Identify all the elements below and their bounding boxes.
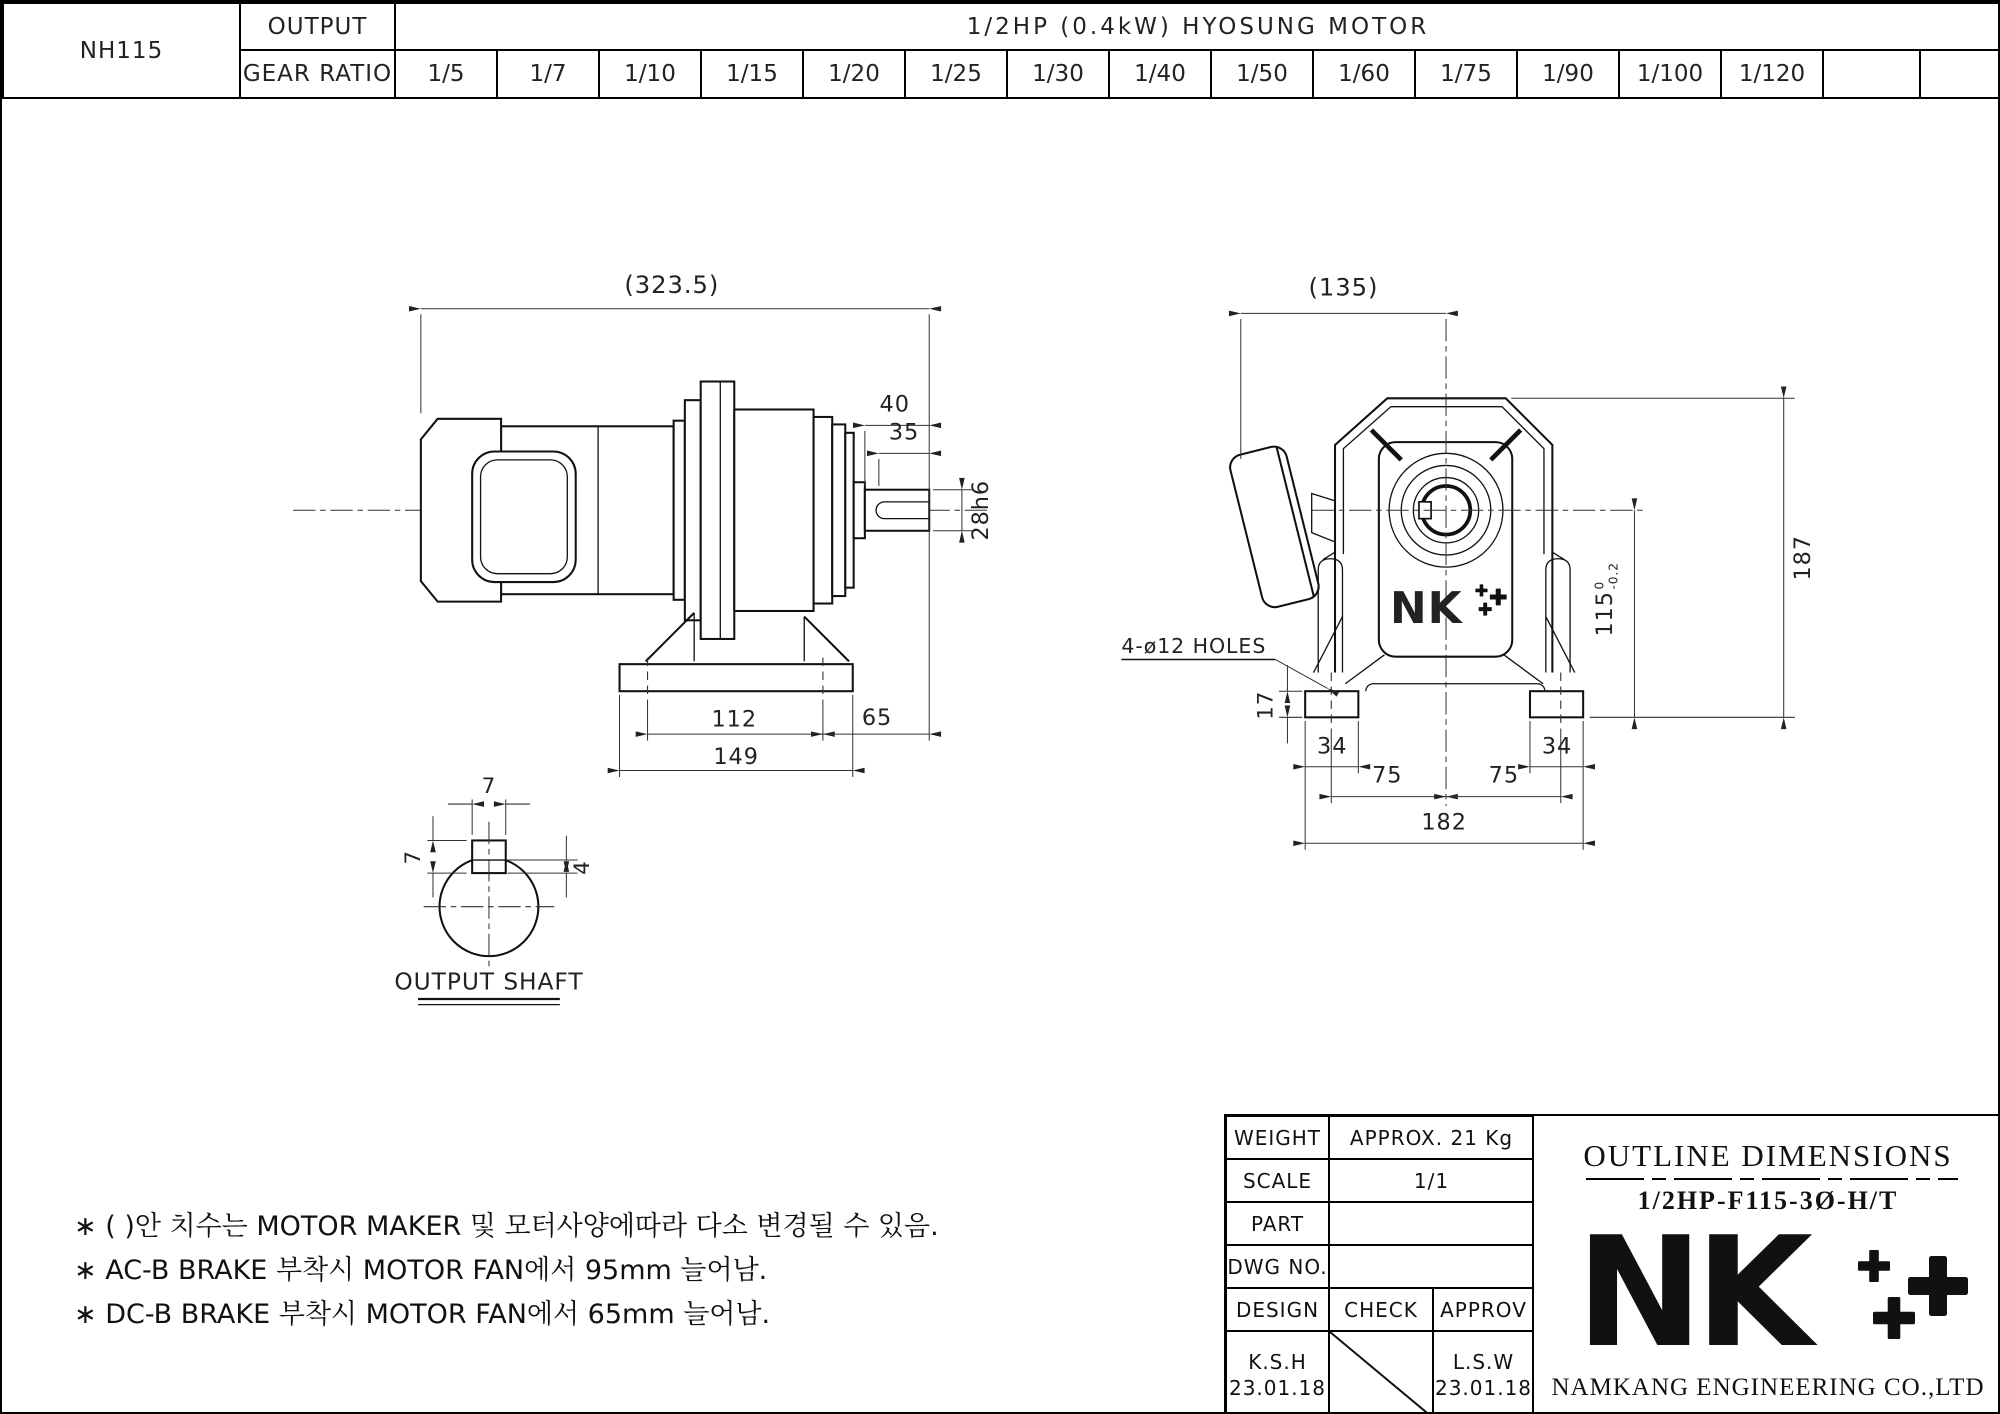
gear-ratio-cell: 1/7 bbox=[497, 50, 599, 98]
pedestal-gusset-right bbox=[804, 617, 849, 662]
gear-ratio-cell: 1/75 bbox=[1415, 50, 1517, 98]
title-rule bbox=[1586, 1178, 1958, 1180]
gear-ratio-cell: 1/15 bbox=[701, 50, 803, 98]
gear-flange bbox=[701, 382, 735, 639]
approv-label: APPROV bbox=[1433, 1288, 1534, 1331]
bell-housing bbox=[685, 400, 701, 620]
dim-key-depth: 4 bbox=[569, 860, 595, 875]
design-signature bbox=[1226, 1331, 1329, 1414]
output-shaft-detail bbox=[394, 774, 594, 1005]
gear-ratio-cell: 1/90 bbox=[1517, 50, 1619, 98]
part-label: PART bbox=[1226, 1202, 1329, 1245]
note-line: ∗ AC-B BRAKE 부착시 MOTOR FAN에서 95mm 늘어남. bbox=[74, 1255, 768, 1286]
dim-axis-height: 115 bbox=[1592, 591, 1619, 637]
gear-face-plate3 bbox=[845, 433, 853, 588]
front-view bbox=[1121, 273, 1815, 850]
dim-key-width: 7 bbox=[481, 773, 497, 799]
gear-face-plate1 bbox=[814, 417, 833, 604]
output-shaft-side bbox=[865, 490, 929, 531]
output-label: OUTPUT bbox=[240, 3, 395, 50]
gear-ratio-cell: 1/10 bbox=[599, 50, 701, 98]
terminal-box-side bbox=[472, 451, 576, 582]
dim-axis-height-group bbox=[1592, 562, 1621, 636]
dim-bolt-right: 75 bbox=[1488, 762, 1520, 789]
dwg-no-value bbox=[1329, 1245, 1534, 1288]
gear-ratio-cell: 1/30 bbox=[1007, 50, 1109, 98]
gear-ratio-label: GEAR RATIO bbox=[240, 50, 395, 98]
motor-title: 1/2HP (0.4kW) HYOSUNG MOTOR bbox=[395, 3, 2000, 50]
terminal-box-front bbox=[1227, 444, 1321, 610]
dim-foot-height: 17 bbox=[1253, 690, 1279, 720]
gear-face-plate2 bbox=[832, 424, 845, 596]
dim-base-overhang: 65 bbox=[861, 704, 893, 731]
gear-ratio-cell: 1/60 bbox=[1313, 50, 1415, 98]
side-view bbox=[293, 270, 994, 777]
weight-value: APPROX. 21 Kg bbox=[1329, 1116, 1534, 1159]
design-label: DESIGN bbox=[1226, 1288, 1329, 1331]
dim-shaft-diameter: 28h6 bbox=[968, 479, 995, 541]
terminal-box-front-body bbox=[1227, 444, 1321, 610]
nk-logo-text: NK bbox=[1576, 1204, 1805, 1381]
design-sign: K.S.H bbox=[1248, 1349, 1307, 1374]
holes-note: 4-ø12 HOLES bbox=[1121, 633, 1267, 658]
gear-ratio-cell: 1/120 bbox=[1721, 50, 1823, 98]
model-number: NH115 bbox=[3, 3, 240, 98]
dim-base-front: 112 bbox=[711, 706, 758, 733]
company-name: NAMKANG ENGINEERING CO.,LTD bbox=[1551, 1374, 1985, 1401]
dim-shaft-usable: 35 bbox=[888, 419, 920, 446]
dim-foot-left: 34 bbox=[1317, 733, 1348, 760]
terminal-box-bracket bbox=[1312, 493, 1335, 542]
dim-base-total: 149 bbox=[713, 743, 759, 770]
approv-sign: L.S.W bbox=[1452, 1349, 1515, 1374]
scale-value: 1/1 bbox=[1329, 1159, 1534, 1202]
base-plate bbox=[620, 664, 853, 691]
gear-ratio-cell: 1/25 bbox=[905, 50, 1007, 98]
header-table bbox=[2, 2, 2000, 99]
note-line: ∗ DC-B BRAKE 부착시 MOTOR FAN에서 65mm 늘어남. bbox=[74, 1299, 771, 1330]
outline-dimensions-title: OUTLINE DIMENSIONS bbox=[1583, 1138, 1953, 1173]
note-line: ∗ ( )안 치수는 MOTOR MAKER 및 모터사양에따라 다소 변경될 수 있음. bbox=[74, 1211, 939, 1242]
part-value bbox=[1329, 1202, 1534, 1245]
dim-width: (135) bbox=[1308, 272, 1379, 302]
gear-ratio-cell: 1/20 bbox=[803, 50, 905, 98]
gear-ratio-cell: 1/100 bbox=[1619, 50, 1721, 98]
nk-logo-crosses bbox=[1834, 1228, 1994, 1358]
design-date: 23.01.18 bbox=[1228, 1375, 1327, 1400]
check-label: CHECK bbox=[1329, 1288, 1433, 1331]
dim-bolt-left: 75 bbox=[1372, 762, 1403, 789]
title-block bbox=[1224, 1114, 1534, 1414]
dwg-no-label: DWG NO. bbox=[1226, 1245, 1329, 1288]
dim-axis-tol-upper: 0 bbox=[1592, 580, 1607, 590]
dim-overall-length: (323.5) bbox=[624, 269, 720, 299]
diagonal-line bbox=[1330, 1332, 1432, 1414]
shaft-step bbox=[854, 482, 865, 538]
foot-right bbox=[1530, 691, 1583, 717]
approv-date: 23.01.18 bbox=[1434, 1375, 1533, 1400]
gear-ratio-cell-empty bbox=[1920, 50, 2000, 98]
holes-leader bbox=[1275, 659, 1327, 688]
scale-label: SCALE bbox=[1226, 1159, 1329, 1202]
dim-base-width: 182 bbox=[1421, 809, 1467, 836]
dim-shaft-total: 40 bbox=[879, 391, 910, 418]
dim-height: 187 bbox=[1789, 535, 1816, 581]
dim-key-height: 7 bbox=[400, 849, 426, 865]
gear-housing-side bbox=[734, 409, 813, 610]
weight-label: WEIGHT bbox=[1226, 1116, 1329, 1159]
bottom-recess bbox=[1366, 684, 1545, 691]
gear-ratio-cell: 1/40 bbox=[1109, 50, 1211, 98]
dim-axis-tol-lower: -0.2 bbox=[1606, 562, 1621, 590]
gear-ratio-cell: 1/50 bbox=[1211, 50, 1313, 98]
pedestal-gusset-left bbox=[646, 613, 695, 662]
check-signature-empty bbox=[1329, 1331, 1433, 1414]
model-code: 1/2HP-F115-3Ø-H/T bbox=[1637, 1186, 1899, 1215]
adapter-ring bbox=[674, 421, 685, 600]
approv-signature bbox=[1433, 1331, 1534, 1414]
company-block bbox=[1532, 1114, 2000, 1414]
gear-logo-text: NK bbox=[1390, 583, 1463, 635]
gear-ratio-cell-empty bbox=[1823, 50, 1920, 98]
output-shaft-label: OUTPUT SHAFT bbox=[394, 968, 584, 996]
drawing-notes bbox=[74, 1205, 939, 1337]
gear-ratio-cell: 1/5 bbox=[395, 50, 497, 98]
dim-foot-right: 34 bbox=[1541, 733, 1573, 760]
